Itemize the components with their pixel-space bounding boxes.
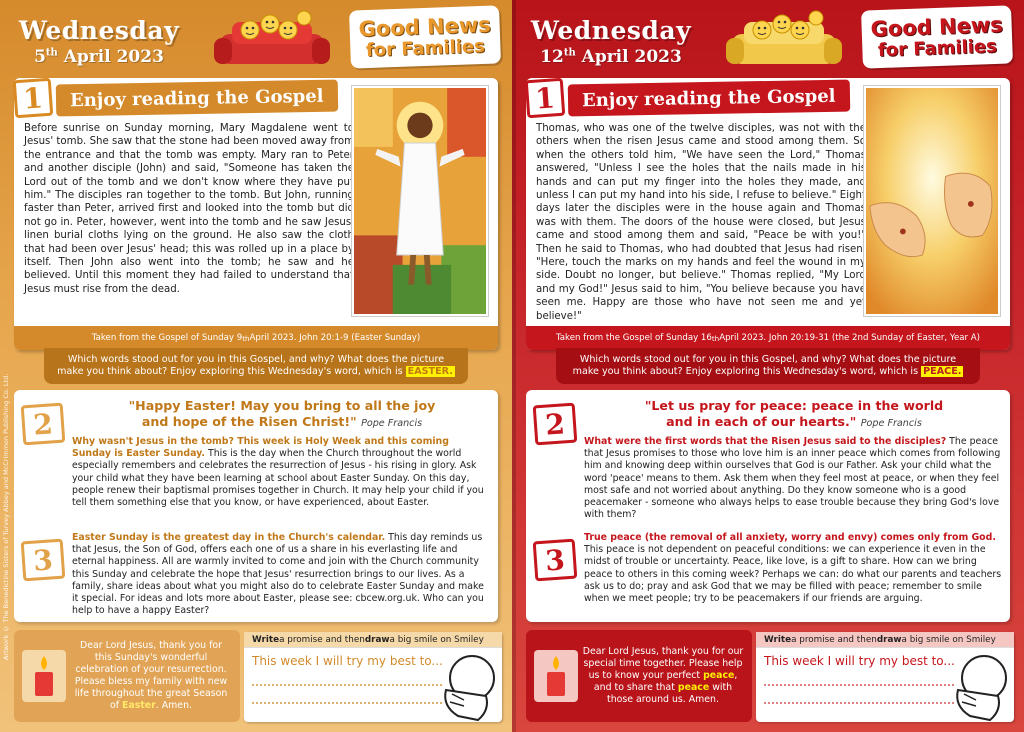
section-number-2: 2 [533, 403, 578, 446]
promise-box [244, 632, 502, 722]
smiley-hand-icon [950, 650, 1012, 722]
section-1-title: Enjoy reading the Gospel [56, 80, 338, 117]
prayer-box [14, 630, 240, 722]
promise-box [756, 632, 1014, 722]
section-number-1: 1 [13, 78, 54, 119]
write-line[interactable] [252, 672, 442, 686]
reflection-question: Which words stood out for you in this Gospel, and why? What does the picture make you think about? Enjoy exploring this Wednesday's word, which is EASTER. [44, 348, 468, 384]
good-news-logo: Good News for Families [861, 5, 1013, 68]
section-number-3: 3 [21, 539, 66, 582]
section-3-text: True peace (the removal of all anxiety, worry and envy) comes only from God. This peace is not dependent on peaceful conditions: we can experience it even in the midst of trouble or uncertainty. Peace, like love, is a gift to share. How can we bring peace to others in this coming week? Perhaps we can: do what our parents and teachers ask us to do; pray and ask God that we may be filled with peace; remember to smile when we meet people; try to be peacemakers if our friends are arguing. [584, 532, 1002, 605]
right-sheet [512, 0, 1024, 732]
gospel-card [526, 78, 1010, 350]
promise-prompt: This week I will try my best to... [764, 654, 955, 668]
prayer-text: Dear Lord Jesus, thank you for our special time together. Please help us to know your perfect peace, and to share that peace with those around us. Amen. [582, 646, 744, 705]
promise-instruction: Write a promise and then draw a big smile on Smiley [244, 632, 502, 648]
date-line: 12th April 2023 [540, 47, 682, 67]
section-1-header [14, 78, 344, 118]
date-header [14, 16, 184, 67]
smiley-hand-icon [438, 650, 500, 722]
wounded-hands-illustration [864, 86, 1000, 316]
section-number-3: 3 [533, 539, 578, 582]
section-number-1: 1 [525, 78, 566, 119]
reflection-question: Which words stood out for you in this Gospel, and why? What does the picture make you think about? Enjoy exploring this Wednesday's word, which is PEACE. [556, 348, 980, 384]
date-day: Wednesday [18, 16, 180, 45]
write-line[interactable] [764, 672, 954, 686]
section-1-title: Enjoy reading the Gospel [568, 80, 850, 117]
gospel-reading: Before sunrise on Sunday morning, Mary Magdalene went to Jesus' tomb. She saw that the stone had been moved away from the entrance and that the tomb was empty. Mary ran to Peter and another disciple (John) and said, "Someone has taken the Lord out of the tomb and we don't know where they have put him." The disciples ran together to the tomb. But John, running faster than Peter, arrived first and looked into the tomb but did not go in. Peter, however, went into the tomb and he saw Jesus' linen burial cloths lying on the ground. He also saw the cloth that had been over Jesus' head; this was rolled up in a place by itself. Then John also went into the tomb; he saw and he believed. Until this moment they had failed to understand that Jesus must rise from the dead. [24, 123, 354, 295]
date-day: Wednesday [530, 16, 692, 45]
gospel-source: Taken from the Gospel of Sunday 9 th April 2023. John 20:1-9 (Easter Sunday) [14, 326, 498, 350]
gospel-source: Taken from the Gospel of Sunday 16 th April 2023. John 20:19-31 (the 2nd Sunday of Easter, Year A) [526, 326, 1010, 350]
section-2-text: Why wasn't Jesus in the tomb? This week is Holy Week and this coming Sunday is Easter Sunday. This is the day when the Church throughout the world especially remembers and celebrates the resurrection of Jesus - his rising in glory. Ask your child what they have been learning at school about Easter Sunday. On this day, people renew their baptismal promises together in Church. It may help your child if you tell them something else that you know, or have experienced, about Easter. [72, 436, 484, 509]
prayer-text: Dear Lord Jesus, thank you for this Sunday's wonderful celebration of your resurrection. Please bless my family with new life throughout the great Season of Easter. Amen. [74, 640, 228, 711]
word-of-week: EASTER. [407, 366, 453, 377]
write-line[interactable] [764, 690, 954, 704]
pope-quote: "Let us pray for peace: peace in the world and in each of our hearts." Pope Francis [644, 398, 944, 429]
good-news-logo: Good News for Families [349, 5, 501, 68]
candle-icon [22, 650, 66, 702]
date-header [526, 16, 696, 67]
risen-jesus-illustration [352, 86, 488, 316]
section-number-2: 2 [21, 403, 66, 446]
section-1-header [526, 78, 856, 118]
gospel-card [14, 78, 498, 350]
artwork-credit: Artwork © The Benedictine Sisters of Turvey Abbey and McCrimmon Publishing Co. Ltd. [2, 373, 10, 660]
gospel-reading: Thomas, who was one of the twelve disciples, was not with the others when the risen Jesus came and stood among them. So when the others told him, "We have seen the Lord," Thomas answered, "Unless I see the holes that the nails made in his hands and can put my finger into the holes they made, and unless I can put my hand into his side, I refuse to believe." Eight days later the disciples were in the house again and Thomas was with them. The doors of the house were closed, but Jesus came and stood among them and said, "Peace be with you!" Then he said to Thomas, who had doubted that Jesus had risen, "Here, touch the marks on my hands and feel the wound in my side. Doubt no longer, but believe." Thomas replied, "My Lord and my God!" Jesus said to him, "You believe because you have seen me. Happy are those who have not seen me and yet believe!" [536, 123, 866, 322]
word-of-week: PEACE. [923, 366, 962, 377]
write-line[interactable] [252, 690, 442, 704]
discussion-panel [14, 390, 498, 622]
pope-quote: "Happy Easter! May you bring to all the joy and hope of the Risen Christ!" Pope Francis [128, 398, 436, 429]
date-line: 5th April 2023 [34, 47, 164, 67]
promise-prompt: This week I will try my best to... [252, 654, 443, 668]
section-2-text: What were the first words that the Risen Jesus said to the disciples? The peace that Jesus promises to those who love him is an inner peace which comes from following him and knowing deep within ourselves that God is our Father. Ask your child what the word 'peace' means to them. Ask them when they feel most at peace, or when they feel most safe and not worried about anything. Do they know someone who is a good peacemaker - someone who always helps to ease trouble because they bring God's love with them? [584, 436, 1001, 521]
sofa-smiley-illustration [212, 8, 332, 70]
sofa-smiley-illustration [724, 8, 844, 70]
section-3-text: Easter Sunday is the greatest day in the Church's calendar. This day reminds us that Jesus, the Son of God, offers each one of us a share in his everlasting life and eternal happiness. All are warmly invited to come and join with the Church community this Sunday and celebrate the hope that Jesus' resurrection brings to our lives. As a family, share ideas about what you might also do to celebrate Easter Sunday and make it special. For ideas and lots more about Easter, please see: cbcew.org.uk. Who can you help to have a happy Easter? [72, 532, 484, 617]
promise-instruction: Write a promise and then draw a big smile on Smiley [756, 632, 1014, 648]
prayer-box [526, 630, 752, 722]
discussion-panel [526, 390, 1010, 622]
candle-icon [534, 650, 578, 702]
